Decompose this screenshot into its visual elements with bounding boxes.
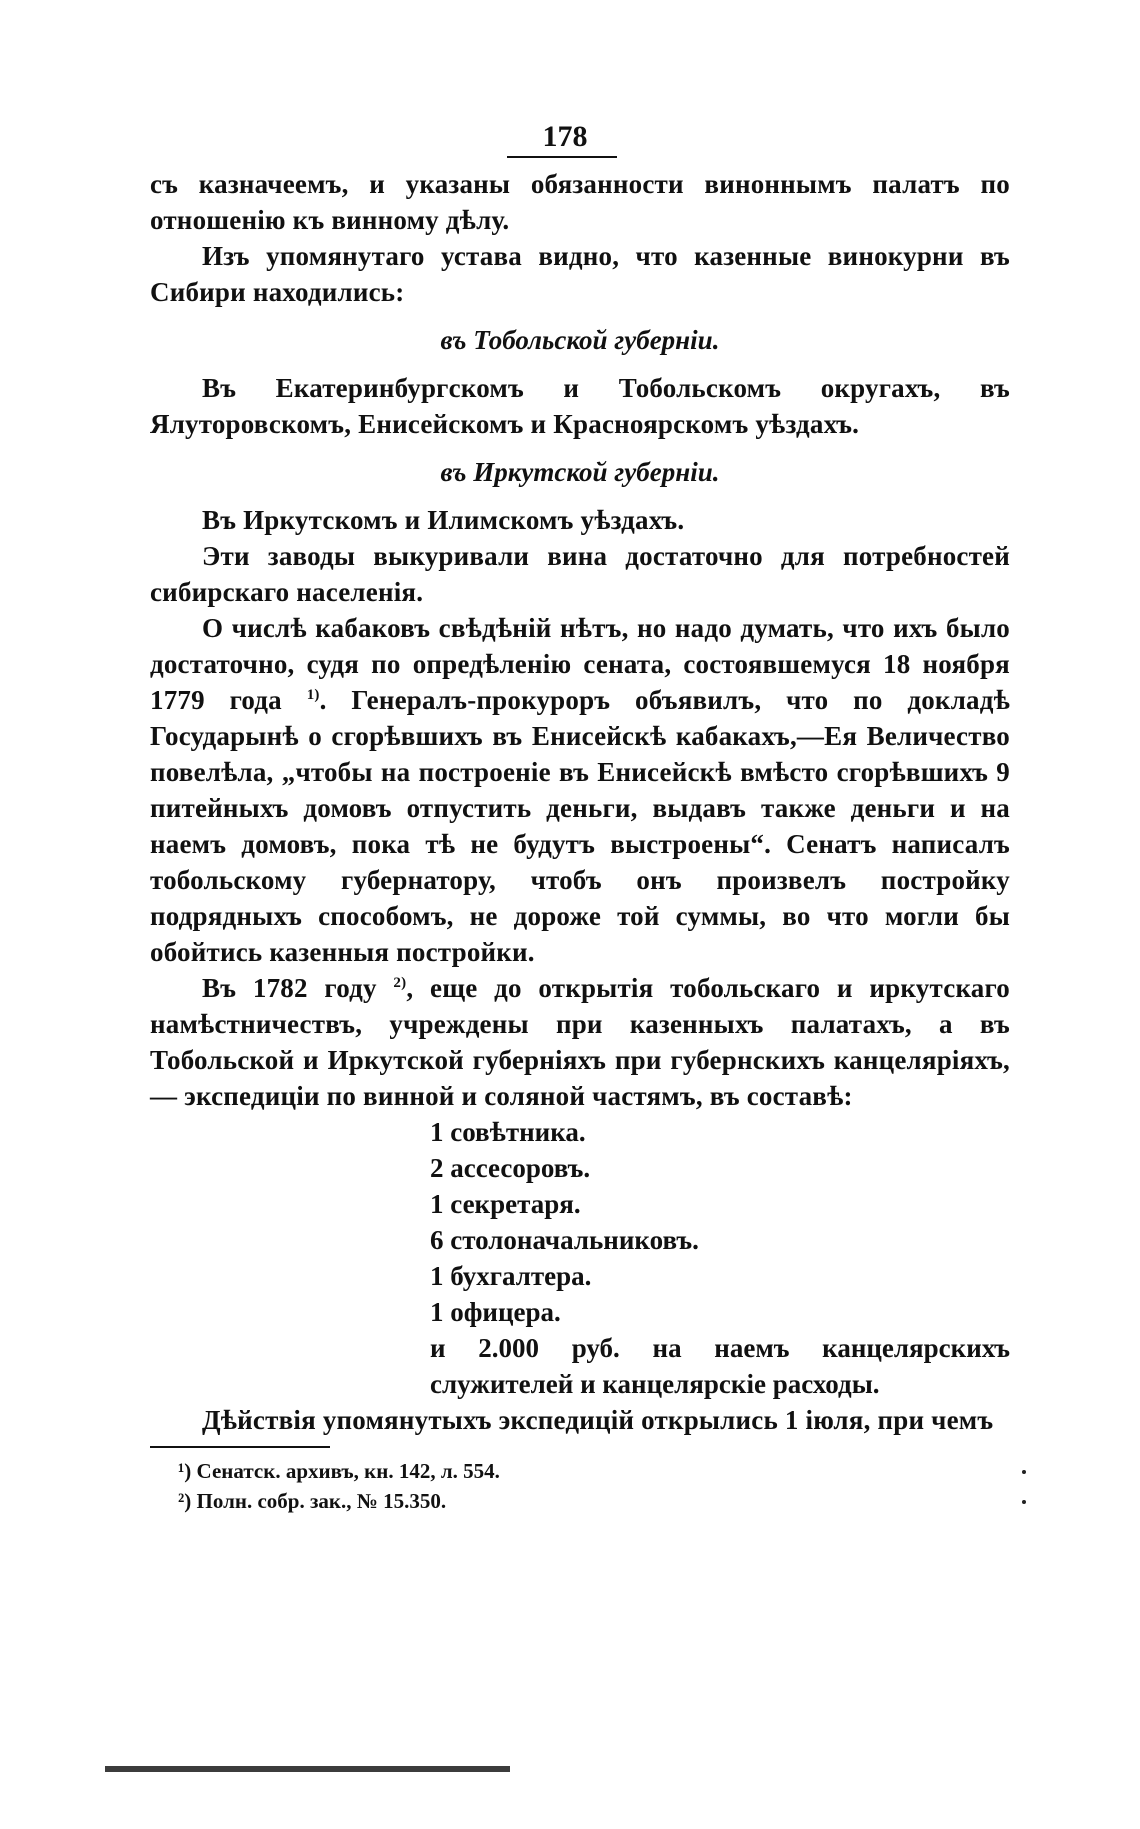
page-number-underline [507, 156, 617, 158]
scan-artifact-dot [1022, 1470, 1026, 1474]
footnote-2: ²) Полн. собр. зак., № 15.350. [178, 1489, 447, 1513]
paragraph-1: съ казначеемъ, и указаны обязанности виноннымъ палатъ по отношенію къ винному дѣлу. [150, 169, 1010, 235]
footnote-separator [150, 1446, 330, 1448]
page-number: 178 [542, 120, 588, 153]
staff-item: 1 бухгалтера. [430, 1261, 592, 1291]
scan-artifact-dot [1022, 1500, 1026, 1504]
staff-list [430, 1114, 1010, 1402]
footnote-ref-2: 2) [393, 975, 407, 991]
paragraph-4: Въ Иркутскомъ и Илимскомъ уѣздахъ. [202, 505, 685, 535]
scan-artifact-line [105, 1766, 510, 1772]
heading-tobolsk: въ Тобольской губерніи. [440, 325, 720, 355]
paragraph-5: Эти заводы выкуривали вина достаточно для потребностей сибирскаго населенія. [150, 541, 1010, 607]
staff-item: 1 секретаря. [430, 1189, 581, 1219]
paragraph-2: Изъ упомянутаго устава видно, что казенные винокурни въ Сибири находились: [150, 241, 1010, 307]
staff-item: 1 офицера. [430, 1297, 561, 1327]
document-page [150, 120, 1010, 1516]
staff-item: 6 столоначальниковъ. [430, 1225, 699, 1255]
paragraph-7-rest: , еще до открытія тобольскаго и иркутскаго намѣстничествъ, учреждены при казенныхъ палатахъ, а въ Тобольской и Иркутской губерніяхъ при губернскихъ канцеляріяхъ,— экспедиціи по винной и соляной частямъ, въ составѣ: [150, 973, 1010, 1111]
paragraph-8: Дѣйствія упомянутыхъ экспедицій открылись 1 іюля, при чемъ [202, 1405, 994, 1435]
footnote-1: ¹) Сенатск. архивъ, кн. 142, л. 554. [178, 1459, 500, 1483]
heading-irkutsk: въ Иркутской губерніи. [440, 457, 720, 487]
paragraph-7 [150, 970, 1010, 1114]
paragraph-7-start: Въ 1782 году [202, 973, 377, 1003]
staff-item: 2 ассесоровъ. [430, 1153, 591, 1183]
staff-item: и 2.000 руб. на наемъ канцелярскихъ служителей и канцелярскіе расходы. [430, 1333, 1010, 1399]
paragraph-6-text: О числѣ кабаковъ свѣдѣній нѣтъ, но надо думать, что ихъ было достаточно, судя по опредѣленію сената, состоявшемуся 18 ноября 1779 года [150, 613, 1010, 715]
paragraph-3: Въ Екатеринбургскомъ и Тобольскомъ округахъ, въ Ялуторовскомъ, Енисейскомъ и Красноярскомъ уѣздахъ. [150, 373, 1010, 439]
staff-item: 1 совѣтника. [430, 1117, 586, 1147]
footnote-ref-1: 1) [306, 687, 320, 703]
paragraph-6 [150, 610, 1010, 970]
paragraph-6-rest: . Генералъ-прокуроръ объявилъ, что по докладѣ Государынѣ о сгорѣвшихъ въ Енисейскѣ кабакахъ,—Ея Величество повелѣла, „чтобы на построеніе въ Енисейскѣ вмѣсто сгорѣвшихъ 9 питейныхъ домовъ отпустить деньги, выдавъ также деньги и на наемъ домовъ, пока тѣ не будутъ выстроены“. Сенатъ написалъ тобольскому губернатору, чтобъ онъ произвелъ постройку подрядныхъ способомъ, не дороже той суммы, во что могли бы обойтись казенныя постройки. [150, 685, 1011, 967]
